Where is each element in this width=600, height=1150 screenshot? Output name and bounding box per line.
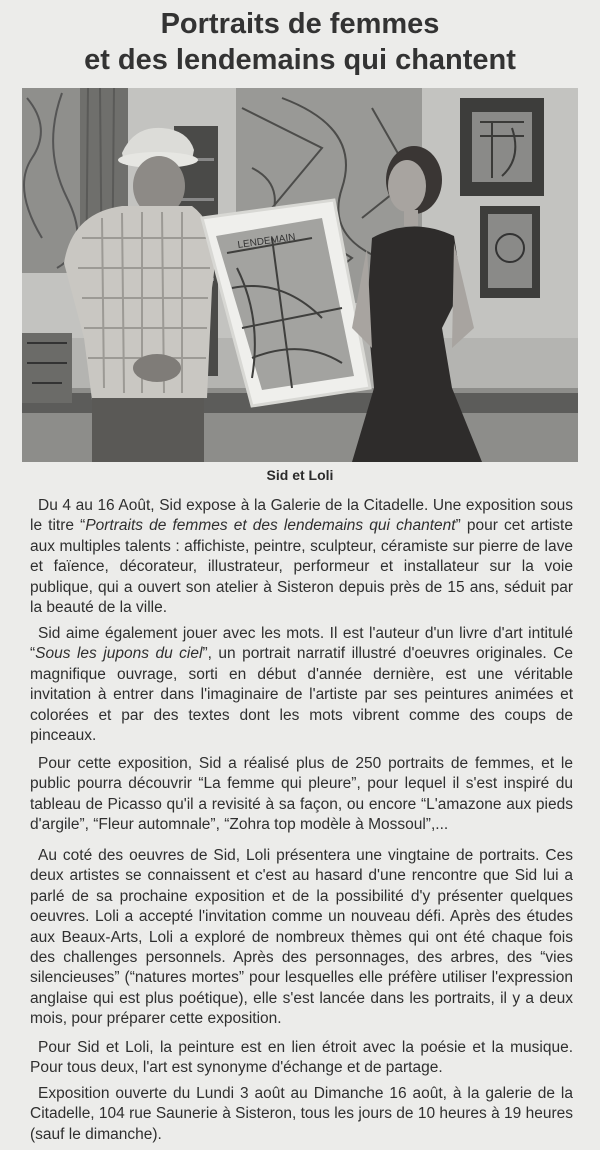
paragraph-4: Au coté des oeuvres de Sid, Loli présentera une vingtaine de portraits. Ces deux artistes se connaissent et c'est au hasard d'une rencontre que Sid lui a parlé de sa prochaine exposition et de la possibilité d'y présenter quelques oeuvres. Loli a accepté l'invitation comme un nouveau défi. Après des études aux Beaux-Arts, Loli a exploré de nombreux thèmes qui ont été chaque fois des challenges personnels. Après des personnages, des arbres, des “vies silencieuses” (“natures mortes” pour lesquelles elle préfère utiliser l'expression anglaise qui est plus poétique), elle s'est lancée dans les portraits, il y a deux mois, pour préparer cette exposition.: [30, 847, 573, 1028]
p1-text-c: ” pour cet artiste aux multiples talents : affichiste, peintre, sculpteur, céramiste sur pierre de lave et faïence, décorateur, illustrateur, performeur et installateur sur la voie publique, qui a ouvert son atelier à Sisteron depuis près de 15 ans, séduit par la beauté de la ville.: [30, 517, 573, 617]
photo-caption: Sid et Loli: [266, 467, 334, 483]
photo-illustration: [22, 88, 578, 462]
paragraph-5: Pour Sid et Loli, la peinture est en lien étroit avec la poésie et la musique. Pour tous deux, l'art est synonyme d'échange et de partage.: [30, 1039, 573, 1077]
paragraph-3: Pour cette exposition, Sid a réalisé plus de 250 portraits de femmes, et le public pourra découvrir “La femme qui pleure”, pour lequel il s'est inspiré du tableau de Picasso qu'il a revisité à sa façon, ou encore “L'amazone aux pieds d'argile”, “Fleur automnale”, “Zohra top modèle à Mossoul”,...: [30, 755, 573, 834]
p2-text-a: Sid aime également jouer avec les mots. Il est l'auteur d'un livre d'art intitulé “: [30, 625, 573, 663]
headline: [0, 6, 600, 78]
painting-text: LENDEMAIN: [236, 231, 297, 251]
exhibition-title: Portraits de femmes et des lendemains qui chantent: [85, 517, 456, 535]
p1-text-a: Du 4 au 16 Août, Sid expose à la Galerie de la Citadelle. Une exposition sous le titre “: [30, 497, 573, 535]
paragraph-2: [30, 624, 573, 746]
headline-line-1: Portraits de femmes: [160, 8, 440, 40]
headline-line-2: et des lendemains qui chantent: [84, 44, 516, 76]
book-title: Sous les jupons du ciel: [35, 645, 203, 663]
paragraph-1: [30, 496, 573, 618]
p2-text-c: ”, un portrait narratif illustré d'oeuvres originales. Ce magnifique ouvrage, sorti en début d'année dernière, est une véritable invitation à entrer dans l'imaginaire de l'artiste par ses peintures animées et colorées et par des textes dont les mots vibrent comme des coups de pinceaux.: [30, 645, 574, 745]
paragraph-6: Exposition ouverte du Lundi 3 août au Dimanche 16 août, à la galerie de la Citadelle, 104 rue Saunerie à Sisteron, tous les jours de 10 heures à 19 heures (sauf le dimanche).: [30, 1085, 573, 1143]
article-photo: [22, 88, 578, 462]
